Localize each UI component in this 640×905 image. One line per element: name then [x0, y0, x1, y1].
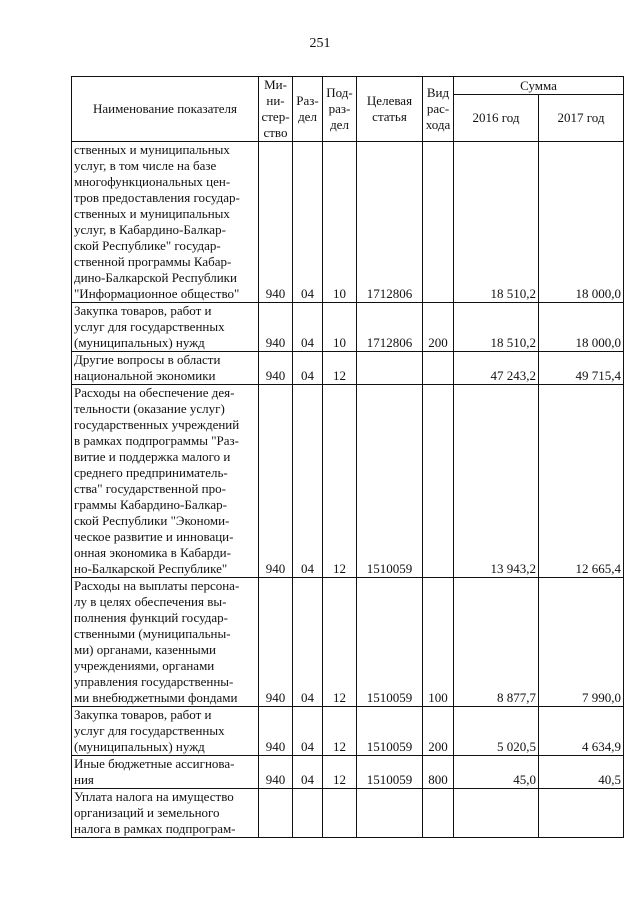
header-year-2017: 2017 год: [539, 95, 624, 142]
row-sum-2017: [539, 789, 624, 838]
row-target-article: 1712806: [357, 142, 423, 303]
table-body: [72, 142, 624, 838]
table-row: [72, 707, 624, 756]
row-name: Закупка товаров, работ и услуг для государственных (муниципальных) нужд: [72, 303, 259, 352]
table-row: [72, 385, 624, 578]
row-sum-2017: 7 990,0: [539, 578, 624, 707]
row-section: 04: [293, 385, 323, 578]
row-target-article: 1712806: [357, 303, 423, 352]
row-expense-type: [423, 352, 454, 385]
row-section: 04: [293, 756, 323, 789]
row-ministry: 940: [259, 303, 293, 352]
row-sum-2017: 49 715,4: [539, 352, 624, 385]
row-ministry: 940: [259, 352, 293, 385]
row-name: Иные бюджетные ассигнова- ния: [72, 756, 259, 789]
row-target-article: [357, 789, 423, 838]
row-target-article: [357, 352, 423, 385]
row-subsection: 12: [323, 578, 357, 707]
row-expense-type: 200: [423, 707, 454, 756]
row-sum-2017: 12 665,4: [539, 385, 624, 578]
header-ministry: Ми- ни- стер- ство: [259, 77, 293, 142]
row-section: [293, 789, 323, 838]
header-expense-type: Вид рас- хода: [423, 77, 454, 142]
row-sum-2016: 45,0: [454, 756, 539, 789]
row-name: Закупка товаров, работ и услуг для государственных (муниципальных) нужд: [72, 707, 259, 756]
row-target-article: 1510059: [357, 578, 423, 707]
table-row: [72, 789, 624, 838]
row-sum-2017: 4 634,9: [539, 707, 624, 756]
row-name: Уплата налога на имущество организаций и земельного налога в рамках подпрограм-: [72, 789, 259, 838]
row-ministry: 940: [259, 385, 293, 578]
row-subsection: 12: [323, 756, 357, 789]
row-ministry: 940: [259, 756, 293, 789]
row-section: 04: [293, 303, 323, 352]
table-row: [72, 142, 624, 303]
budget-table: [71, 76, 624, 838]
row-ministry: 940: [259, 142, 293, 303]
row-expense-type: 100: [423, 578, 454, 707]
row-sum-2016: 13 943,2: [454, 385, 539, 578]
table-row: [72, 756, 624, 789]
row-name: Другие вопросы в области национальной экономики: [72, 352, 259, 385]
row-section: 04: [293, 142, 323, 303]
header-row-1: [72, 77, 624, 95]
row-section: 04: [293, 707, 323, 756]
row-subsection: 12: [323, 707, 357, 756]
row-subsection: 12: [323, 385, 357, 578]
row-ministry: 940: [259, 707, 293, 756]
header-subsection: Под- раз- дел: [323, 77, 357, 142]
table-row: [72, 303, 624, 352]
row-sum-2016: 8 877,7: [454, 578, 539, 707]
page-number: 251: [309, 36, 331, 51]
header-sum: Сумма: [454, 77, 624, 95]
row-target-article: 1510059: [357, 385, 423, 578]
row-ministry: 940: [259, 578, 293, 707]
row-sum-2016: 18 510,2: [454, 303, 539, 352]
row-sum-2016: [454, 789, 539, 838]
row-sum-2017: 40,5: [539, 756, 624, 789]
row-subsection: 12: [323, 352, 357, 385]
row-section: 04: [293, 352, 323, 385]
row-subsection: 10: [323, 142, 357, 303]
row-target-article: 1510059: [357, 707, 423, 756]
header-section: Раз- дел: [293, 77, 323, 142]
row-sum-2017: 18 000,0: [539, 142, 624, 303]
row-expense-type: [423, 789, 454, 838]
row-section: 04: [293, 578, 323, 707]
row-name: ственных и муниципальных услуг, в том числе на базе многофункциональных цен- тров предоставления государ- ственных и муниципальных услуг, в Кабардино-Балкар- ской Республике" государ- ственной программы Кабар- дино-Балкарской Республики "Информационное общество": [72, 142, 259, 303]
row-expense-type: [423, 385, 454, 578]
row-sum-2016: 47 243,2: [454, 352, 539, 385]
row-sum-2017: 18 000,0: [539, 303, 624, 352]
table-row: [72, 352, 624, 385]
row-name: Расходы на выплаты персона- лу в целях обеспечения вы- полнения функций государ- ственными (муниципальны- ми) органами, казенными учреждениями, органами управления государственны- ми внебюджетными фондами: [72, 578, 259, 707]
row-subsection: 10: [323, 303, 357, 352]
row-ministry: [259, 789, 293, 838]
row-name: Расходы на обеспечение дея- тельности (оказание услуг) государственных учреждений в рамках подпрограммы "Раз- витие и поддержка малого и среднего предприниматель- ства" государственной про- граммы Кабардино-Балкар- ской Республики "Экономи- ческое развитие и инноваци- онная экономика в Кабарди- но-Балкарской Республике": [72, 385, 259, 578]
header-target-article: Целевая статья: [357, 77, 423, 142]
row-subsection: [323, 789, 357, 838]
table-row: [72, 578, 624, 707]
row-sum-2016: 18 510,2: [454, 142, 539, 303]
row-expense-type: 800: [423, 756, 454, 789]
row-sum-2016: 5 020,5: [454, 707, 539, 756]
header-name: Наименование показателя: [72, 77, 259, 142]
row-expense-type: 200: [423, 303, 454, 352]
header-year-2016: 2016 год: [454, 95, 539, 142]
row-target-article: 1510059: [357, 756, 423, 789]
row-expense-type: [423, 142, 454, 303]
